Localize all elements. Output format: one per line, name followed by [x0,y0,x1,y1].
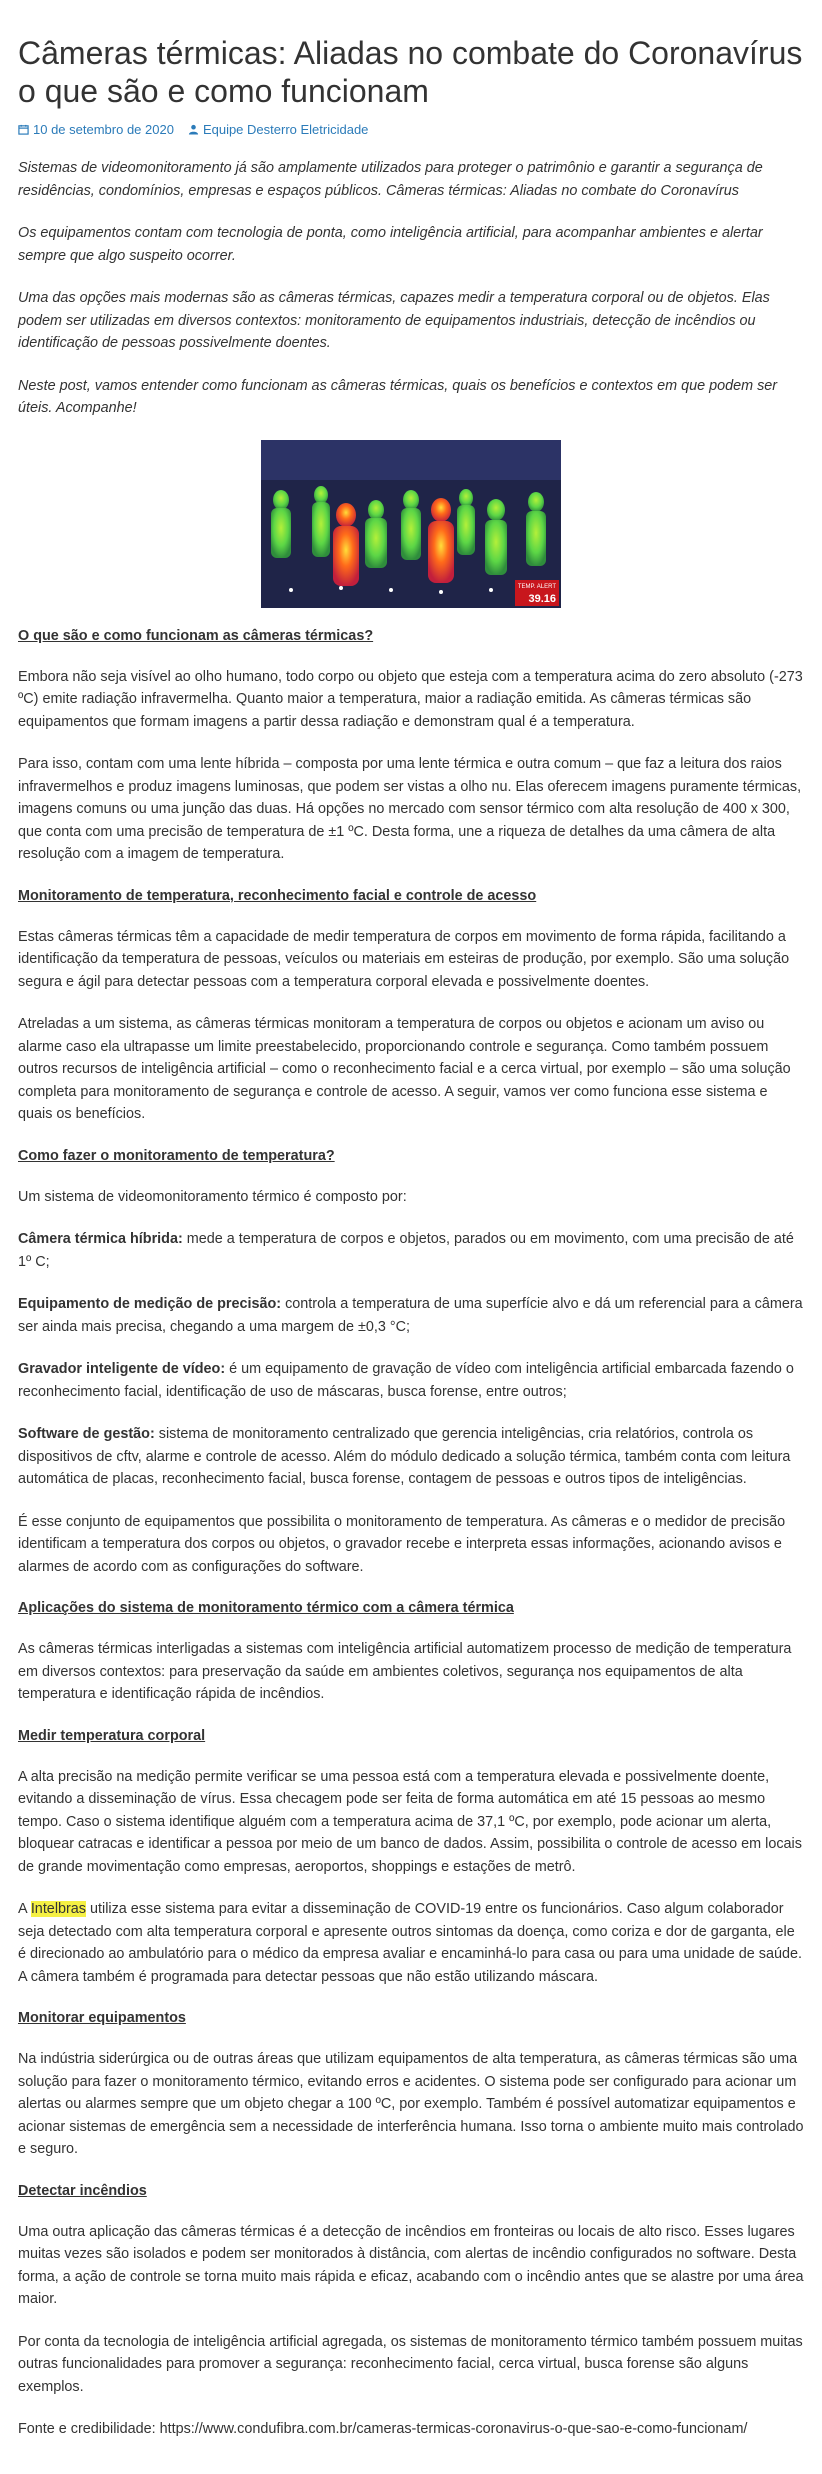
paragraph: Na indústria siderúrgica ou de outras áreas que utilizam equipamentos de alta temperatura, as câmeras térmicas são uma solução para fazer o monitoramento térmico, evitando erros e acidentes. O sistema pode ser configurado para acionar um alertas ou alarmes sempre que um objeto chegar a 100 ºC, por exemplo. Também é possível automatizar equipamentos e acionar sistemas de emergência sem a necessidade de interferência humana. Isso torna o ambiente muito mais controlado e seguro. [18,2051,804,2157]
section-heading: Detectar incêndios [18,2182,147,2199]
section-heading: Monitorar equipamentos [18,2010,186,2026]
article-figure [18,440,804,608]
component-text: sistema de monitoramento centralizado que gerencia inteligências, cria relatórios, controla os dispositivos de cftv, alarme e controle de acesso. Além do módulo dedicado a solução térmica, também conta com leitura automática de placas, reconhecimento facial, busca forense, contagem de pessoas e outros tipos de inteligências. [18,1426,791,1487]
component-label: Software de gestão: [18,1426,155,1442]
section-heading: Monitoramento de temperatura, reconhecimento facial e controle de acesso [18,887,537,904]
paragraph: Por conta da tecnologia de inteligência artificial agregada, os sistemas de monitoramento térmico também possuem muitas outras funcionalidades para promover a segurança: reconhecimento facial, cerca virtual, busca forense são alguns exemplos. [18,2333,803,2395]
badge-value: 39.16 [528,592,556,605]
post-date: 10 de setembro de 2020 [33,122,174,137]
thermal-camera-image [261,440,561,608]
component-label: Equipamento de medição de precisão: [18,1296,282,1312]
badge-label: TEMP. ALERT [517,583,556,590]
section-heading: O que são e como funcionam as câmeras térmicas? [18,627,374,644]
component-label: Câmera térmica híbrida: [18,1231,183,1247]
paragraph: Estas câmeras térmicas têm a capacidade de medir temperatura de corpos em movimento de forma rápida, facilitando a identificação da temperatura de pessoas, veículos ou materiais em esteiras de produção, por exemplo. São uma solução segura e ágil para detectar pessoas com a temperatura corporal elevada e possivelmente doentes. [18,928,790,990]
section-heading: Medir temperatura corporal [18,1727,206,1744]
paragraph [18,1898,804,1988]
section-heading: Aplicações do sistema de monitoramento térmico com a câmera térmica [18,1600,514,1616]
intro-paragraph: Neste post, vamos entender como funcionam as câmeras térmicas, quais os benefícios e contextos em que podem ser úteis. Acompanhe! [18,377,778,416]
post-meta [18,122,804,137]
component-label: Gravador inteligente de vídeo: [18,1361,226,1377]
component-item [18,1423,804,1491]
paragraph: Uma outra aplicação das câmeras térmicas é a detecção de incêndios em fronteiras ou locais de alto risco. Esses lugares muitas vezes são isolados e podem ser monitorados à distância, com alertas de incêndio configurados no software. Desta forma, a ação de controle se torna muito mais rápida e eficaz, acabando com o incêndio antes que se alastre por uma área maior. [18,2223,804,2307]
paragraph: Atreladas a um sistema, as câmeras térmicas monitoram a temperatura de corpos ou objetos e acionam um aviso ou alarme caso ela ultrapasse um limite preestabelecido, proporcionando controle e segurança. Como também possuem outros recursos de inteligência artificial – como o reconhecimento facial e a cerca virtual, por exemplo – são uma solução completa para monitoramento de segurança e controle de acesso. A seguir, vamos ver como funciona esse sistema e quais os benefícios. [18,1016,791,1122]
page-title: Câmeras térmicas: Aliadas no combate do Coronavírus o que são e como funcionam [18,35,803,109]
paragraph: Para isso, contam com uma lente híbrida – composta por uma lente térmica e outra comum – que faz a leitura dos raios infravermelhos e produz imagens luminosas, que podem ser vistas a olho nu. Elas oferecem imagens puramente térmicas, imagens comuns ou uma junção das duas. Há opções no mercado com sensor térmico com alta resolução de 400 x 300, que conta com uma precisão de temperatura de ±1 ºC. Desta forma, une a riqueza de detalhes da uma câmera de alta resolução com a imagem de temperatura. [18,756,802,862]
section-heading: Como fazer o monitoramento de temperatura? [18,1147,335,1164]
user-icon [188,124,199,135]
intro-paragraph: Sistemas de videomonitoramento já são amplamente utilizados para proteger o patrimônio e garantir a segurança de residências, condomínios, empresas e espaços públicos. Câmeras térmicas: Aliadas no combate do Coronavírus [18,160,763,199]
component-item [18,1293,804,1338]
calendar-icon [18,124,29,135]
intro-paragraph: Uma das opções mais modernas são as câmeras térmicas, capazes medir a temperatura corporal ou de objetos. Elas podem ser utilizadas em diversos contextos: monitoramento de equipamentos industriais, detecção de incêndios ou identificação de pessoas possivelmente doentes. [18,290,770,351]
component-text: é um equipamento de gravação de vídeo com inteligência artificial embarcada fazendo o reconhecimento facial, identificação de uso de máscaras, busca forense, entre outros; [18,1361,794,1400]
paragraph: A alta precisão na medição permite verificar se uma pessoa está com a temperatura elevada e possivelmente doente, evitando a disseminação de vírus. Essa checagem pode ser feita de forma automática em até 15 pessoas ao mesmo tempo. Caso o sistema identifique alguém com a temperatura acima de 37,1 ºC, por exemplo, pode acionar um alerta, bloquear catracas e identificar a pessoa por meio de um banco de dados. Assim, possibilita o controle de acesso em locais de grande movimentação como empresas, aeroportos, shoppings e estações de metrô. [18,1768,802,1875]
component-text: controla a temperatura de uma superfície alvo e dá um referencial para a câmera ser ainda mais precisa, chegando a uma margem de ±0,3 °C; [18,1296,803,1335]
paragraph: Embora não seja visível ao olho humano, todo corpo ou objeto que esteja com a temperatura acima do zero absoluto (-273 ºC) emite radiação infravermelha. Quanto maior a temperatura, maior a radiação emitida. As câmeras térmicas são equipamentos que formam imagens a partir dessa radiação e demonstram qual é a temperatura. [18,668,803,730]
component-text: mede a temperatura de corpos e objetos, parados ou em movimento, com uma precisão de até 1º C; [18,1231,794,1270]
text-fragment: A [18,1901,31,1917]
paragraph: É esse conjunto de equipamentos que possibilita o monitoramento de temperatura. As câmeras e o medidor de precisão identificam a temperatura dos corpos ou objetos, o gravador recebe e interpreta essas informações, acionando avisos e alarmes de acordo com as configurações do software. [18,1513,786,1575]
component-item [18,1358,804,1403]
highlighted-brand: Intelbras [30,1901,87,1917]
intro-paragraph: Os equipamentos contam com tecnologia de ponta, como inteligência artificial, para acompanhar ambientes e alertar sempre que algo suspeito ocorrer. [18,225,763,264]
post-author-link[interactable] [188,122,368,137]
post-date-link[interactable] [18,122,174,137]
component-item [18,1228,804,1273]
post-author: Equipe Desterro Eletricidade [202,122,369,137]
text-fragment: utiliza esse sistema para evitar a disseminação de COVID-19 entre os funcionários. Caso algum colaborador seja detectado com alta temperatura corporal e apresente outros sintomas da doença, como coriza e dor de garganta, ele é direcionado ao ambulatório para o médico da empresa avaliar e encaminhá-lo para casa ou para uma unidade de saúde. A câmera também é programada para detectar pessoas que não estão utilizando máscara. [18,1901,802,1985]
temperature-alert-badge [515,580,559,606]
source-credit: Fonte e credibilidade: https://www.condufibra.com.br/cameras-termicas-coronavirus-o-que-sao-e-como-funcionam/ [18,2421,748,2437]
paragraph: Um sistema de videomonitoramento térmico é composto por: [18,1188,407,1205]
paragraph: As câmeras térmicas interligadas a sistemas com inteligência artificial automatizem processo de medição de temperatura em diversos contextos: para preservação da saúde em ambientes coletivos, segurança nos equipamentos de alta temperatura e identificação rápida de incêndios. [18,1641,792,1702]
